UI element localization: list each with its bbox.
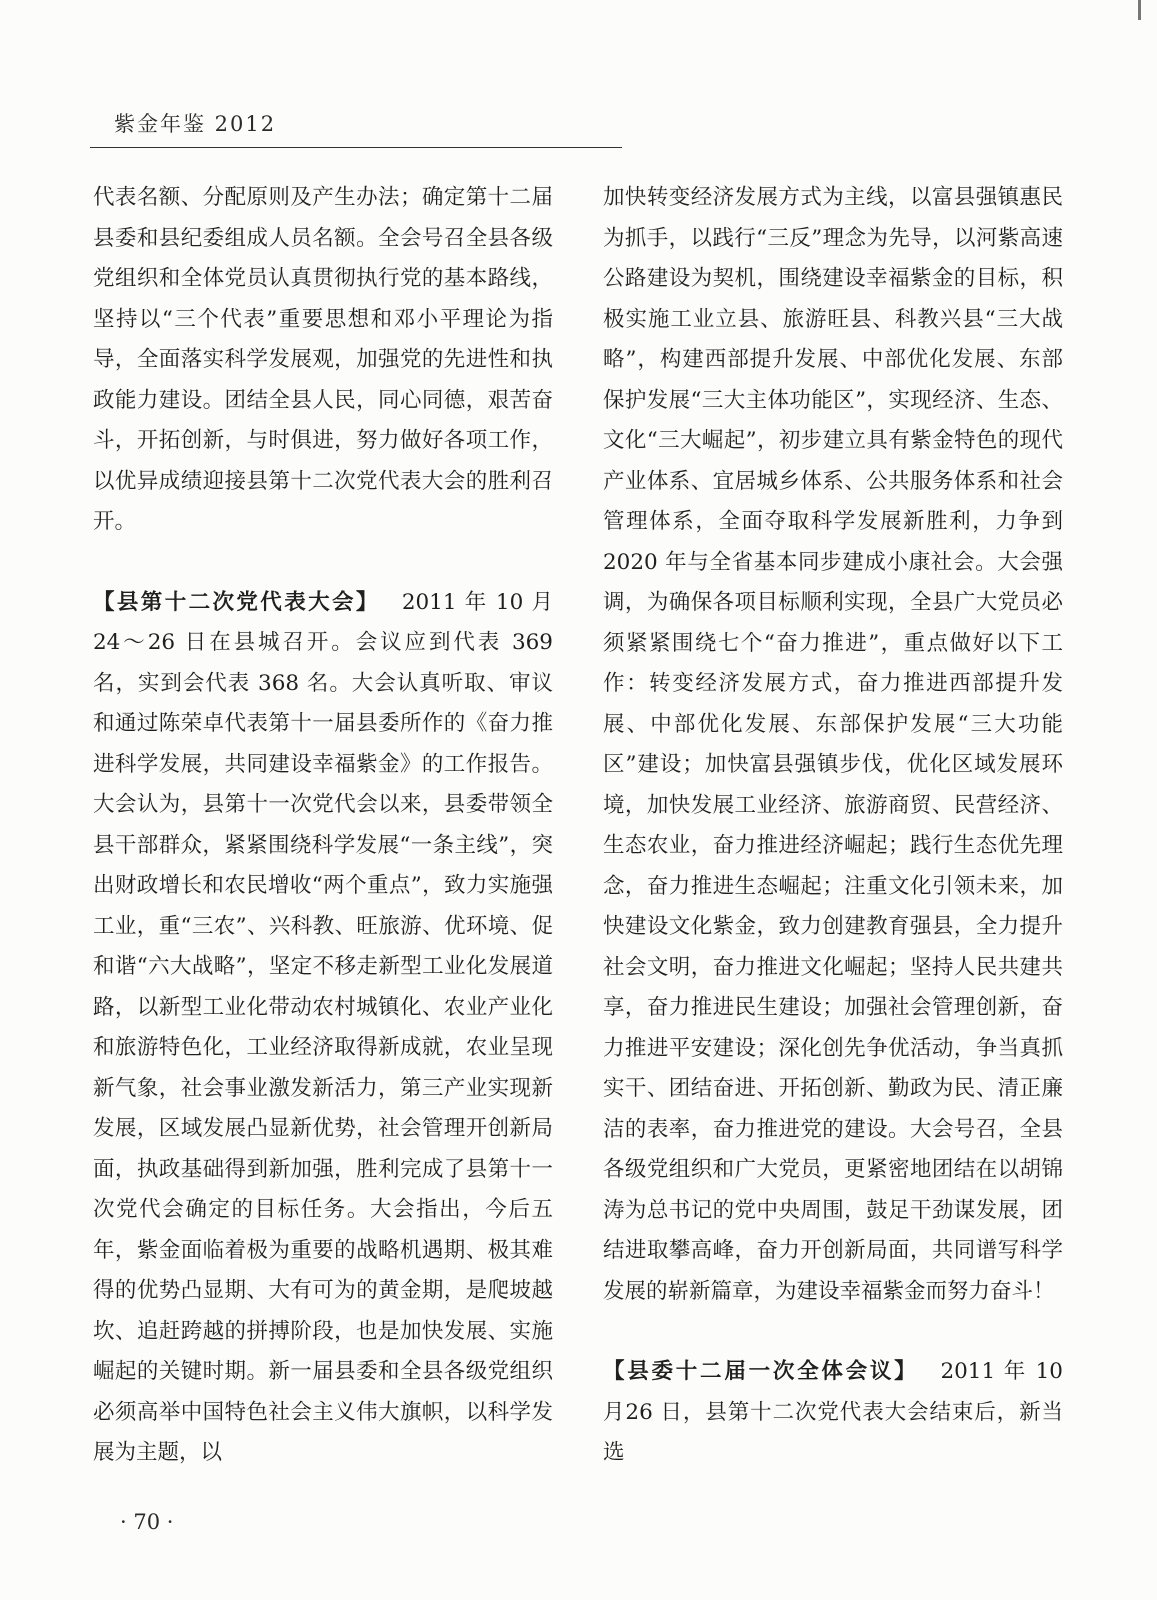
entry-title-plenary-session: 【县委十二届一次全体会议】 — [603, 1359, 919, 1384]
entry-plenary-session — [603, 1352, 1063, 1474]
running-title: 紫金年鉴 2012 — [114, 112, 277, 136]
page-number: · 70 · — [120, 1510, 174, 1534]
right-column — [603, 178, 1063, 1474]
entry-party-congress — [93, 583, 553, 1474]
header-rule — [90, 147, 622, 148]
left-column — [93, 178, 553, 1474]
entry-title-party-congress: 【县第十二次党代表大会】 — [93, 589, 380, 615]
entry-body-party-congress: ～26 日在县城召开。会议应到代表 369 名，实到会代表 368 名。大会认真听取、审议和通过陈荣卓代表第十一届县委所作的《奋力推进科学发展，共同建设幸福紫金》的工作报告。大会认为，县第十一次党代会以来，县委带领全县干部群众，紧紧围绕科学发展“一条主线”，突出财政增长和农民增收“两个重点”，致力实施强工业，重“三农”、兴科教、旺旅游、优环境、促和谐“六大战略”，坚定不移走新型工业化发展道路，以新型工业化带动农村城镇化、农业产业化和旅游特色化，工业经济取得新成就，农业呈现新气象，社会事业激发新活力，第三产业实现新发展，区域发展凸显新优势，社会管理开创新局面，执政基础得到新加强，胜利完成了县第十一次党代会确定的目标任务。大会指出，今后五年，紫金面临着极为重要的战略机遇期、极其难得的优势凸显期、大有可为的黄金期，是爬坡越坎、追赶跨越的拼搏阶段，也是加快发展、实施崛起的关键时期。新一届县委和全县各级党组织必须高举中国特色社会主义伟大旗帜，以科学发展为主题，以 — [93, 630, 553, 1465]
right-paragraph-continued: 加快转变经济发展方式为主线，以富县强镇惠民为抓手，以践行“三反”理念为先导，以河紫高速公路建设为契机，围绕建设幸福紫金的目标，积极实施工业立县、旅游旺县、科教兴县“三大战略”，构建西部提升发展、中部优化发展、东部保护发展“三大主体功能区”，实现经济、生态、文化“三大崛起”，初步建立具有紫金特色的现代产业体系、宜居城乡体系、公共服务体系和社会管理体系，全面夺取科学发展新胜利，力争到 2020 年与全省基本同步建成小康社会。大会强调，为确保各项目标顺利实现，全县广大党员必须紧紧围绕七个“奋力推进”，重点做好以下工作：转变经济发展方式，奋力推进西部提升发展、中部优化发展、东部保护发展“三大功能区”建设；加快富县强镇步伐，优化区域发展环境，加快发展工业经济、旅游商贸、民营经济、生态农业，奋力推进经济崛起；践行生态优先理念，奋力推进生态崛起；注重文化引领未来，加快建设文化紫金，致力创建教育强县，全力提升社会文明，奋力推进文化崛起；坚持人民共建共享，奋力推进民生建设；加强社会管理创新，奋力推进平安建设；深化创先争优活动，争当真抓实干、团结奋进、开拓创新、勤政为民、清正廉洁的表率，奋力推进党的建设。大会号召，全县各级党组织和广大党员，更紧密地团结在以胡锦涛为总书记的党中央周围，鼓足干劲谋发展，团结进取攀高峰，奋力开创新局面，共同谱写科学发展的崭新篇章，为建设幸福紫金而努力奋斗！ — [603, 185, 1063, 1304]
entry-date-party-congress: 2011 年 10 月 24 — [93, 589, 553, 655]
scan-edge-mark — [1138, 0, 1141, 20]
left-paragraph-continued: 代表名额、分配原则及产生办法；确定第十二届县委和县纪委组成人员名额。全会号召全县各级党组织和全体党员认真贯彻执行党的基本路线，坚持以“三个代表”重要思想和邓小平理论为指导，全面落实科学发展观，加强党的先进性和执政能力建设。团结全县人民，同心同德，艰苦奋斗，开拓创新，与时俱进，努力做好各项工作，以优异成绩迎接县第十二次党代表大会的胜利召开。 — [93, 185, 553, 534]
entry-body-plenary-session: 26 日，县第十二次党代表大会结束后，新当选 — [603, 1399, 1063, 1465]
entry-date-plenary-session: 2011 年 10 月 — [603, 1359, 1063, 1425]
